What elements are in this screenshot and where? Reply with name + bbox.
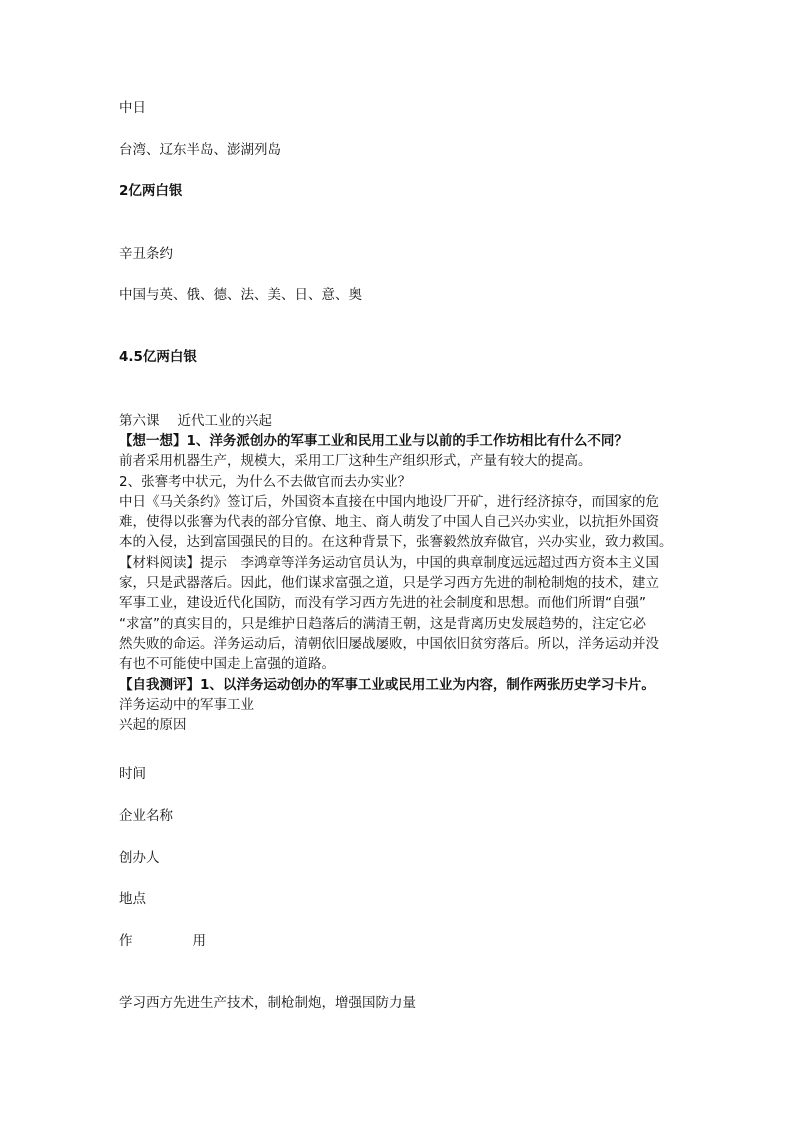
lesson-title: 近代工业的兴起 xyxy=(177,413,272,429)
reading-line-1: 【材料阅读】提示 李鸿章等洋务运动官员认为，中国的典章制度远远超过西方资本主义国 xyxy=(119,554,659,571)
reading-line-6: 有也不可能使中国走上富强的道路。 xyxy=(119,656,335,673)
reading-line-5: 然失败的命运。洋务运动后，清朝依旧屡战屡败，中国依旧贫穷落后。所以，洋务运动并没 xyxy=(119,635,659,652)
card-effect-b: 用 xyxy=(192,933,206,949)
indemnity-text-2: 4.5亿两白银 xyxy=(119,349,197,365)
indemnity-text-1: 2亿两白银 xyxy=(119,183,183,199)
reading-line-3: 军事工业，建设近代化国防，而没有学习西方先进的社会制度和思想。而他们所谓“自强” xyxy=(119,595,646,612)
card-reason: 兴起的原因 xyxy=(119,717,187,734)
reading-line-2: 家，只是武器落后。因此，他们谋求富强之道，只是学习西方先进的制枪制炮的技术，建立 xyxy=(119,575,659,592)
answer-2-line-1: 中日《马关条约》签订后，外国资本直接在中国内地设厂开矿，进行经济掠夺，而国家的危 xyxy=(119,493,659,510)
card-company: 企业名称 xyxy=(119,808,173,824)
lesson-number: 第六课 xyxy=(119,413,160,429)
card-heading: 洋务运动中的军事工业 xyxy=(119,696,254,713)
card-time: 时间 xyxy=(119,766,146,782)
treaty-name: 辛丑条约 xyxy=(119,246,173,262)
card-effect-a: 作 xyxy=(119,933,133,949)
question-1: 【想一想】1、洋务派创办的军事工业和民用工业与以前的手工作坊相比有什么不同？ xyxy=(119,433,628,449)
card-location: 地点 xyxy=(119,891,146,907)
lesson-body xyxy=(119,431,679,735)
question-2: 2、张謇考中状元，为什么不去做官而去办实业？ xyxy=(119,473,412,490)
treaty-parties: 中国与英、俄、德、法、美、日、意、奥 xyxy=(119,287,362,303)
reading-line-4: “求富”的真实目的，只是维护日趋落后的满清王朝，这是背离历史发展趋势的，注定它必 xyxy=(119,615,646,632)
self-test-line: 【自我测评】1、以洋务运动创办的军事工业或民用工业为内容，制作两张历史学习卡片。 xyxy=(119,676,655,693)
card-founder: 创办人 xyxy=(119,850,160,866)
answer-2-line-3: 本的入侵，达到富国强民的目的。在这种背景下，张謇毅然放弃做官，兴办实业，致力救国。 xyxy=(119,534,673,551)
answer-1: 前者采用机器生产，规模大，采用工厂这种生产组织形式，产量有较大的提高。 xyxy=(119,453,592,470)
territory-text: 台湾、辽东半岛、澎湖列岛 xyxy=(119,142,281,158)
card-effect xyxy=(119,931,206,951)
lesson-heading xyxy=(119,411,272,431)
country-text: 中日 xyxy=(119,100,146,116)
answer-2-line-2: 难，使得以张謇为代表的部分官僚、地主、商人萌发了中国人自己兴办实业，以抗拒外国资 xyxy=(119,514,659,531)
card-answer: 学习西方先进生产技术，制枪制炮，增强国防力量 xyxy=(119,995,416,1011)
